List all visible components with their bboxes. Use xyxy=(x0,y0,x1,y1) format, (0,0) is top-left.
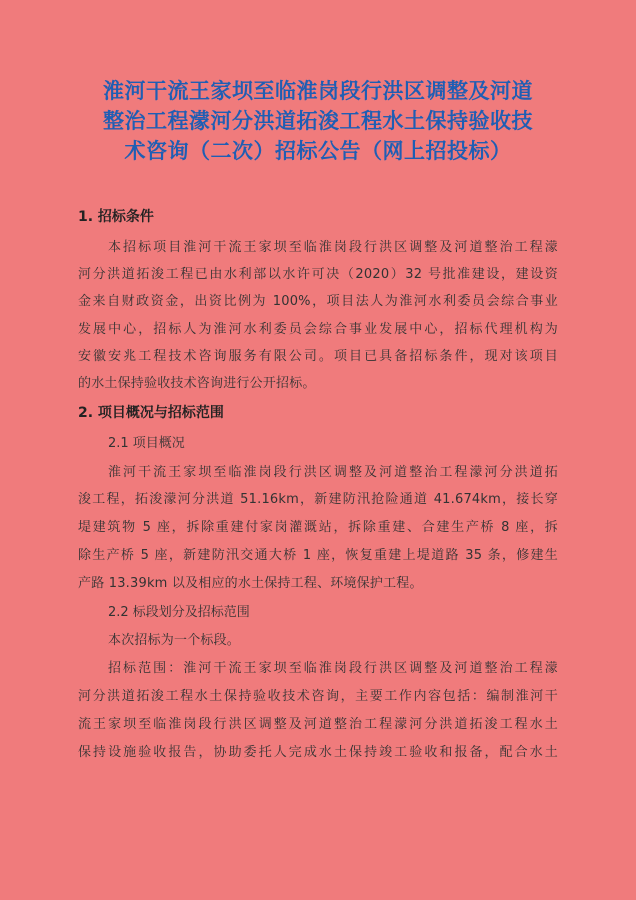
section-1-heading: 1. 招标条件 xyxy=(78,209,154,225)
paragraph-line: 发展中心，招标人为淮河水利委员会综合事业发展中心，招标代理机构为 xyxy=(78,322,558,337)
title-line-1: 淮河干流王家坝至临淮岗段行洪区调整及河道 xyxy=(103,79,533,103)
title-line-3: 术咨询（二次）招标公告（网上招投标） xyxy=(124,139,512,163)
paragraph-line: 本次招标为一个标段。 xyxy=(108,633,241,648)
subsection-2-1-heading: 2.1 项目概况 xyxy=(108,436,185,451)
paragraph-line: 河分洪道拓浚工程水土保持验收技术咨询，主要工作内容包括：编制淮河干 xyxy=(78,689,558,704)
subsection-2-2-heading: 2.2 标段划分及招标范围 xyxy=(108,605,250,620)
paragraph-line: 河分洪道拓浚工程已由水利部以水许可决（2020）32 号批准建设，建设资 xyxy=(78,267,558,282)
section-2-heading: 2. 项目概况与招标范围 xyxy=(78,405,224,421)
paragraph-line: 浚工程，拓浚濛河分洪道 51.16km，新建防汛抢险通道 41.674km，接长穿 xyxy=(78,492,558,507)
paragraph-line: 保持设施验收报告，协助委托人完成水土保持竣工验收和报备，配合水土 xyxy=(78,745,558,760)
paragraph-line: 招标范围：淮河干流王家坝至临淮岗段行洪区调整及河道整治工程濛 xyxy=(108,661,558,676)
paragraph-line: 堤建筑物 5 座，拆除重建付家岗灌溉站，拆除重建、合建生产桥 8 座，拆 xyxy=(78,520,558,535)
title-line-2: 整治工程濛河分洪道拓浚工程水土保持验收技 xyxy=(103,109,533,133)
paragraph-line: 金来自财政资金，出资比例为 100%，项目法人为淮河水利委员会综合事业 xyxy=(78,294,558,309)
paragraph-line: 除生产桥 5 座，新建防汛交通大桥 1 座，恢复重建上堤道路 35 条，修建生 xyxy=(78,548,558,563)
paragraph-line: 流王家坝至临淮岗段行洪区调整及河道整治工程濛河分洪道拓浚工程水土 xyxy=(78,717,558,732)
paragraph-line: 产路 13.39km 以及相应的水土保持工程、环境保护工程。 xyxy=(78,576,423,591)
document-title xyxy=(40,76,596,166)
paragraph-line: 安徽安兆工程技术咨询服务有限公司。项目已具备招标条件，现对该项目 xyxy=(78,349,558,364)
paragraph-line: 淮河干流王家坝至临淮岗段行洪区调整及河道整治工程濛河分洪道拓 xyxy=(108,465,558,480)
paragraph-line: 本招标项目淮河干流王家坝至临淮岗段行洪区调整及河道整治工程濛 xyxy=(108,240,558,255)
paragraph-line: 的水土保持验收技术咨询进行公开招标。 xyxy=(78,376,316,391)
